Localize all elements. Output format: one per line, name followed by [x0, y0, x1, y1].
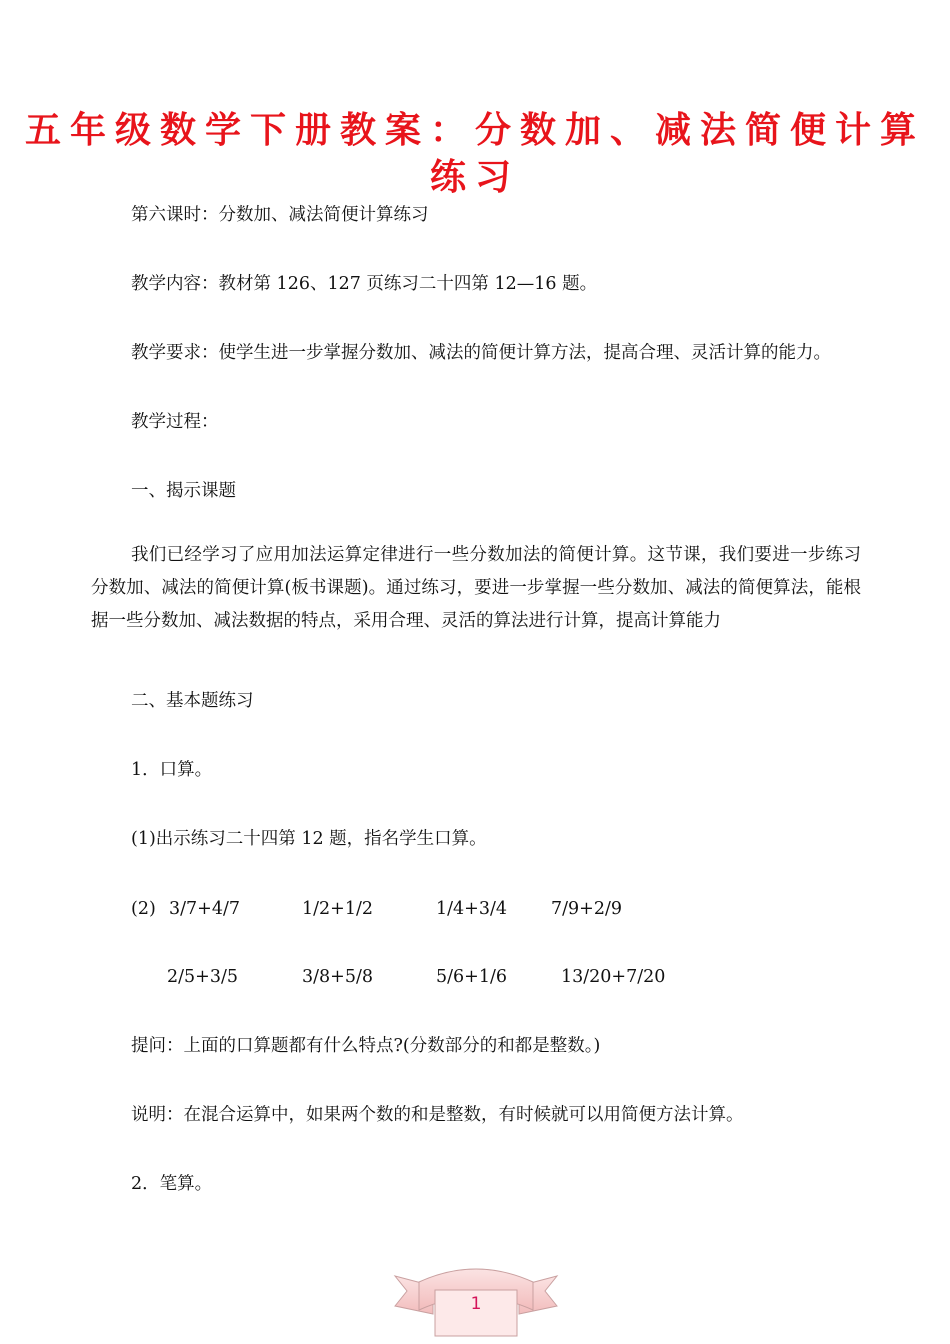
math-expression: 2/5+3/5	[167, 967, 238, 987]
teaching-process-heading: 教学过程：	[131, 412, 219, 432]
page-number-badge	[393, 1262, 559, 1340]
teaching-requirement: 教学要求：使学生进一步掌握分数加、减法的简便计算方法，提高合理、灵活计算的能力。	[131, 343, 831, 363]
explanation-text: 说明：在混合运算中，如果两个数的和是整数，有时候就可以用简便方法计算。	[131, 1105, 744, 1125]
page-number: 1	[470, 1294, 482, 1314]
item-1-sub-2-label: (2)	[131, 899, 156, 919]
math-expression: 1/2+1/2	[302, 899, 373, 919]
math-expression: 1/4+3/4	[436, 899, 507, 919]
document-title-line1: 五年级数学下册教案：分数加、减法简便计算	[24, 110, 925, 151]
item-1-sub-1: (1)出示练习二十四第 12 题，指名学生口算。	[131, 829, 487, 849]
question-text: 提问：上面的口算题都有什么特点?(分数部分的和都是整数。)	[131, 1036, 601, 1056]
document-title-line2: 练习	[429, 157, 520, 198]
item-2-heading: 2．笔算。	[131, 1174, 213, 1194]
section-heading-2: 二、基本题练习	[131, 691, 254, 711]
math-expression: 13/20+7/20	[561, 967, 666, 987]
item-1-heading: 1．口算。	[131, 760, 213, 780]
math-expression: 3/7+4/7	[169, 899, 240, 919]
teaching-content: 教学内容：教材第 126、127 页练习二十四第 12—16 题。	[131, 274, 598, 294]
lesson-heading: 第六课时：分数加、减法简便计算练习	[131, 205, 429, 225]
intro-paragraph: 我们已经学习了应用加法运算定律进行一些分数加法的简便计算。这节课，我们要进一步练习分数加、减法的简便计算(板书课题)。通过练习，要进一步掌握一些分数加、减法的简便算法，能根据一些分数加、减法数据的特点，采用合理、灵活的算法进行计算，提高计算能力	[91, 545, 861, 631]
section-heading-1: 一、揭示课题	[131, 481, 236, 501]
math-expression: 5/6+1/6	[436, 967, 507, 987]
math-expression: 3/8+5/8	[302, 967, 373, 987]
math-expression: 7/9+2/9	[551, 899, 622, 919]
